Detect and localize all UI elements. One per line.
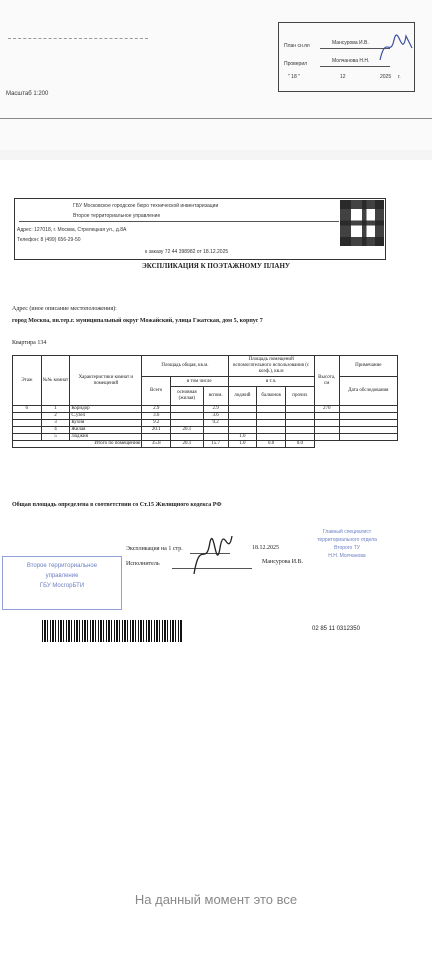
cell-height xyxy=(314,434,339,441)
org-address: Адрес: 127018, г. Москва, Стрелецкая ул., д.8А xyxy=(17,227,127,233)
totals-loggia: 1.0 xyxy=(228,441,257,448)
address-value: город Москва, вн.тер.г. муниципальный округ Можайский, улица Гжатская, дом 5, корпус 7 xyxy=(12,318,263,324)
dashed-line xyxy=(8,38,148,39)
cell-main: 20.1 xyxy=(171,427,204,434)
date-month: 12 xyxy=(340,74,346,80)
header-underline xyxy=(19,221,339,222)
cell-floor: 6 xyxy=(13,406,42,413)
cell-main xyxy=(171,406,204,413)
scale-label: Масштаб 1:200 xyxy=(6,91,49,97)
checked-name: Молчанова Н.Н. xyxy=(332,58,370,64)
table-header-row xyxy=(13,356,398,377)
cell-balcony xyxy=(257,420,286,427)
checked-label: Проверил xyxy=(284,61,308,67)
header-aux-area: Площадь помещений вспомогательного использования (с коэф.), кв.м xyxy=(228,356,314,377)
cell-other xyxy=(286,427,315,434)
cell-other xyxy=(286,406,315,413)
left-stamp-line-3: ГБУ МосгорБТИ xyxy=(39,583,85,589)
table-body xyxy=(13,406,398,441)
table-row xyxy=(13,420,398,427)
cell-height xyxy=(314,420,339,427)
cell-aux: 9.2 xyxy=(203,420,228,427)
date-day: " 18 " xyxy=(288,74,300,80)
cell-total: 3.6 xyxy=(142,413,171,420)
cell-main xyxy=(171,434,204,441)
cell-name: С.узел xyxy=(70,413,142,420)
cell-note xyxy=(339,427,397,434)
totals-other: 0.0 xyxy=(286,441,315,448)
barcode-number: 02 85 11 0312350 xyxy=(312,626,360,632)
cell-n: 2 xyxy=(41,413,70,420)
header-floor: Этаж xyxy=(13,356,42,406)
address-label: Адрес (иное описание местоположения): xyxy=(12,306,117,312)
cell-height: 270 xyxy=(314,406,339,413)
cell-note xyxy=(339,413,397,420)
left-stamp xyxy=(2,556,122,610)
cell-loggia xyxy=(228,413,257,420)
department-name: Второе территориальное управление xyxy=(73,213,161,219)
totals-balcony: 0.0 xyxy=(257,441,286,448)
totals-label: Итого по помещению xyxy=(13,441,142,448)
checked-underline xyxy=(320,66,390,67)
order-number: к заказу 72 44 398982 от 18.12.2025 xyxy=(145,249,229,255)
table-row xyxy=(13,427,398,434)
cell-loggia xyxy=(228,427,257,434)
header-incl2: в т.ч. xyxy=(228,377,314,387)
cell-floor xyxy=(13,427,42,434)
cell-name: Жилая xyxy=(70,427,142,434)
explication-table xyxy=(12,355,398,448)
org-phone: Телефон: 8 (499) 656-29-50 xyxy=(17,237,81,243)
header-main: основная (жилая) xyxy=(171,387,204,406)
executor-signature-icon xyxy=(190,528,234,578)
footer-text: На данный момент это все xyxy=(134,892,298,907)
pages-count: Экспликация на 1 стр. xyxy=(126,546,183,552)
document-title: ЭКСПЛИКАЦИЯ К ПОЭТАЖНОМУ ПЛАНУ xyxy=(141,262,291,270)
header-date: Дата обследования xyxy=(339,377,397,406)
cell-total: 2.9 xyxy=(142,406,171,413)
cell-floor xyxy=(13,413,42,420)
executor-label: Исполнитель xyxy=(126,561,160,567)
header-characteristics: Характеристики комнат и помещений xyxy=(70,356,142,406)
cell-loggia: 1.0 xyxy=(228,434,257,441)
apartment-number: Квартира 134 xyxy=(12,340,47,346)
qr-code-icon xyxy=(340,200,384,246)
sign-date: 18.12.2025 xyxy=(252,545,279,551)
org-name: ГБУ Московское городское бюро технической инвентаризации xyxy=(73,203,219,209)
header-note: Примечание xyxy=(339,356,397,377)
cell-main xyxy=(171,420,204,427)
cell-name: Коридор xyxy=(70,406,142,413)
right-stamp-line-2: территориального отдела xyxy=(317,537,377,543)
header-loggia: лоджий xyxy=(228,387,257,406)
cell-name: Кухня xyxy=(70,420,142,427)
date-year: 2025 xyxy=(380,74,392,80)
cell-name: Лоджия xyxy=(70,434,142,441)
cell-note xyxy=(339,420,397,427)
cell-main xyxy=(171,413,204,420)
totals-main: 20.1 xyxy=(171,441,204,448)
header-balcony: балконов xyxy=(257,387,286,406)
cell-balcony xyxy=(257,413,286,420)
cell-height xyxy=(314,413,339,420)
cell-n: 1 xyxy=(41,406,70,413)
header-box xyxy=(14,198,386,260)
cell-aux: 2.9 xyxy=(203,406,228,413)
table-row xyxy=(13,434,398,441)
footer xyxy=(0,880,432,960)
right-stamp xyxy=(302,528,392,560)
cell-loggia xyxy=(228,406,257,413)
cell-n: 3 xyxy=(41,420,70,427)
cell-height xyxy=(314,427,339,434)
left-stamp-line-2: управление xyxy=(45,573,79,579)
left-stamp-line-1: Второе территориальное xyxy=(26,563,98,569)
totals-aux: 15.7 xyxy=(203,441,228,448)
cell-total: 20.1 xyxy=(142,427,171,434)
plan-name: Мансурова И.В. xyxy=(332,40,369,46)
totals-empty xyxy=(314,441,339,448)
cell-note xyxy=(339,434,397,441)
cell-loggia xyxy=(228,420,257,427)
cell-aux xyxy=(203,427,228,434)
header-room-no: №№ комнат xyxy=(41,356,70,406)
table-row xyxy=(13,413,398,420)
right-stamp-line-4: Н.Н. Молчанова xyxy=(328,553,366,559)
plan-label: План сн.ял xyxy=(284,43,310,49)
table-totals-row xyxy=(13,441,398,448)
cell-aux: 3.6 xyxy=(203,413,228,420)
totals-total: 35.8 xyxy=(142,441,171,448)
previous-page-strip xyxy=(0,0,432,150)
cell-total xyxy=(142,434,171,441)
page-edge-line xyxy=(0,118,432,119)
right-stamp-line-1: Главный специалист xyxy=(322,529,372,535)
cell-balcony xyxy=(257,406,286,413)
cell-n: 5 xyxy=(41,434,70,441)
header-area-total: Площадь общая, кв.м. xyxy=(142,356,228,377)
cell-total: 9.2 xyxy=(142,420,171,427)
cell-floor xyxy=(13,434,42,441)
cell-aux xyxy=(203,434,228,441)
date-suffix: г. xyxy=(398,74,401,80)
cell-balcony xyxy=(257,427,286,434)
barcode xyxy=(42,620,182,642)
header-total: Всего xyxy=(142,377,171,406)
cell-other xyxy=(286,420,315,427)
cell-balcony xyxy=(257,434,286,441)
cell-n: 4 xyxy=(41,427,70,434)
cell-other xyxy=(286,434,315,441)
cell-floor xyxy=(13,420,42,427)
cell-note xyxy=(339,406,397,413)
totals-empty-2 xyxy=(339,441,397,448)
executor-name: Мансурова И.В. xyxy=(262,559,304,565)
header-height: Высота, см xyxy=(314,356,339,406)
header-incl: в том числе xyxy=(171,377,229,387)
header-aux: вспом. xyxy=(203,387,228,406)
signature-scribble-icon xyxy=(378,30,414,66)
table-row xyxy=(13,406,398,413)
header-other: прочих xyxy=(286,387,315,406)
area-note: Общая площадь определена в соответствии со Ст.15 Жилищного кодекса РФ xyxy=(12,502,222,508)
right-stamp-line-3: Второго ТУ xyxy=(334,545,360,551)
cell-other xyxy=(286,413,315,420)
